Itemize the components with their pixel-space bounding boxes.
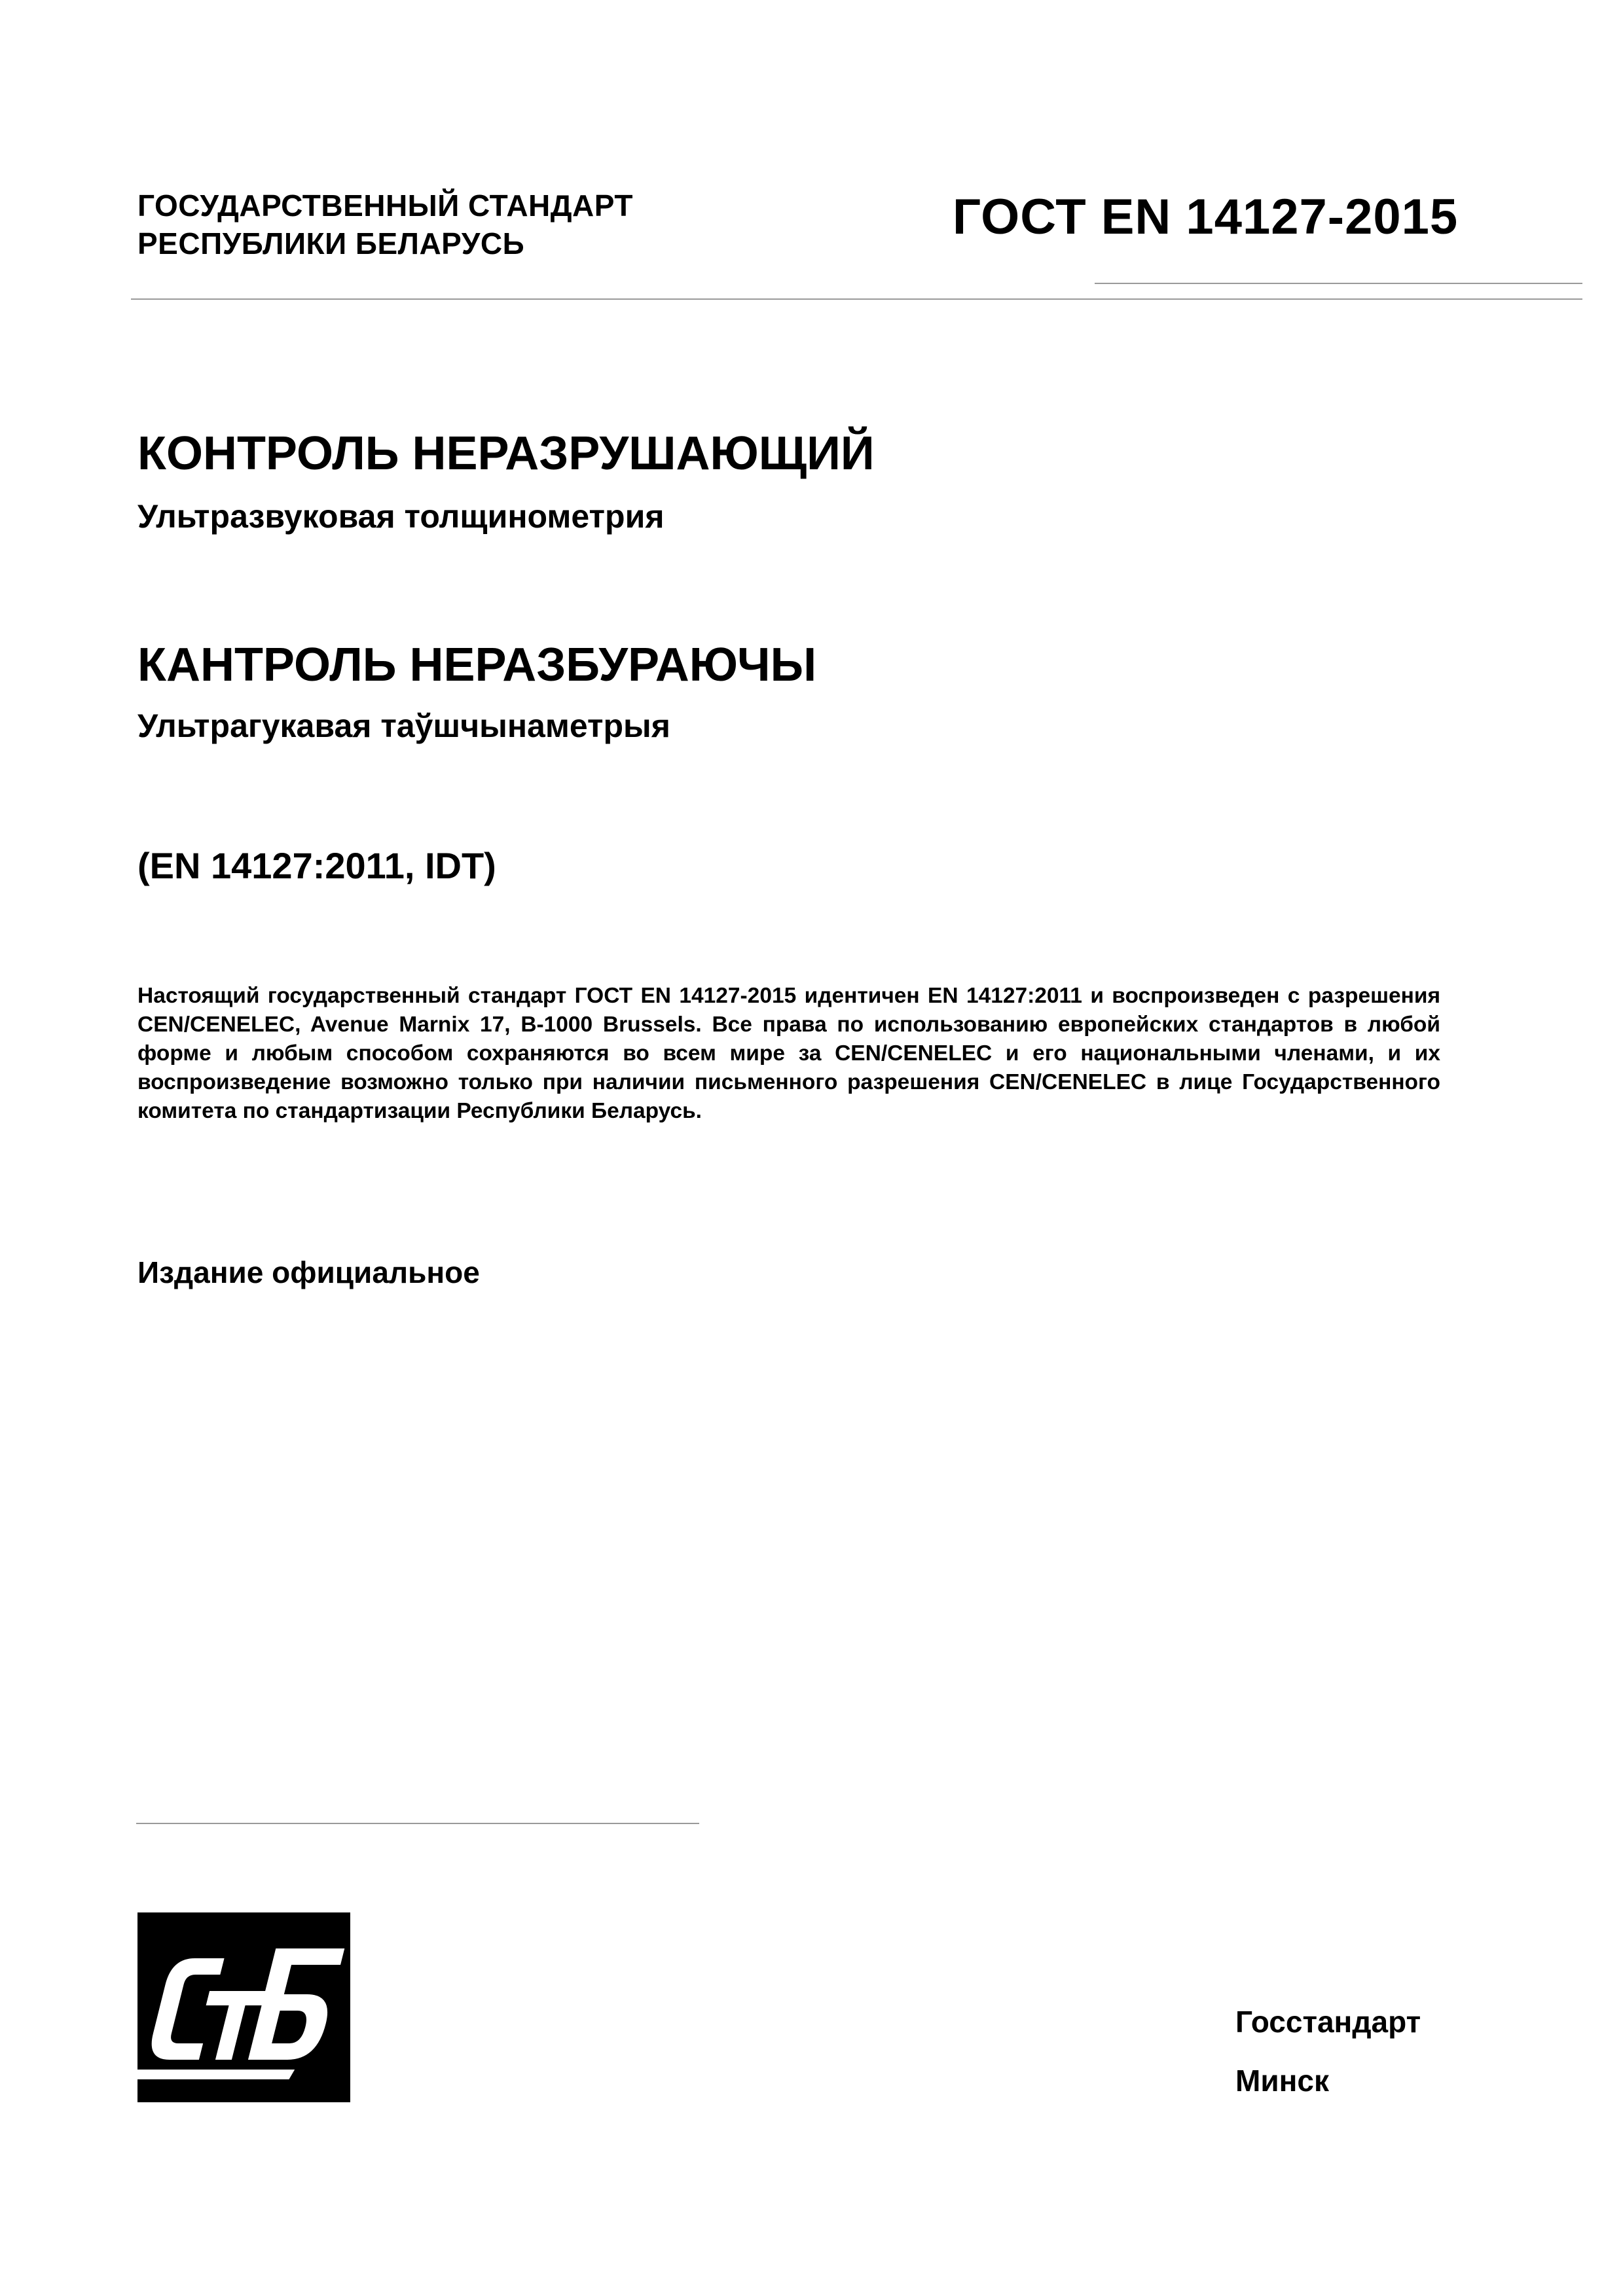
- header-divider-short: [1095, 283, 1582, 284]
- title-belarusian: КАНТРОЛЬ НЕРАЗБУРАЮЧЫ: [137, 639, 817, 691]
- gosstandart-logo-icon: [137, 1912, 350, 2102]
- edition-label: Издание официальное: [137, 1255, 480, 1289]
- standard-header: [137, 187, 633, 262]
- publication-city: Минск: [1235, 2064, 1329, 2098]
- subtitle-belarusian: Ультрагукавая таўшчынаметрыя: [137, 708, 670, 744]
- header-line-1: ГОСУДАРСТВЕННЫЙ СТАНДАРТ: [137, 188, 633, 223]
- copyright-notice: Настоящий государственный стандарт ГОСТ EN 14127-2015 идентичен EN 14127:2011 и воспроизведен с разрешения CEN/CENELEC, Avenue Marnix 17, B-1000 Brussels. Все права по использованию европейских стандартов в любой форме и любым способом сохраняются во всем мире за CEN/CENELEC и его национальными членами, и их воспроизведение возможно только при наличии письменного разрешения CEN/CENELEC в лице Государственного комитета по стандартизации Республики Беларусь.: [137, 984, 1440, 1123]
- header-line-2: РЕСПУБЛИКИ БЕЛАРУСЬ: [137, 226, 525, 260]
- footer-divider: [136, 1823, 699, 1824]
- identity-reference: (EN 14127:2011, IDT): [137, 845, 496, 886]
- title-russian: КОНТРОЛЬ НЕРАЗРУШАЮЩИЙ: [137, 427, 875, 480]
- publisher-name: Госстандарт: [1235, 2005, 1421, 2039]
- header-divider: [131, 298, 1582, 300]
- document-number: ГОСТ EN 14127-2015: [953, 189, 1459, 245]
- subtitle-russian: Ультразвуковая толщинометрия: [137, 498, 665, 535]
